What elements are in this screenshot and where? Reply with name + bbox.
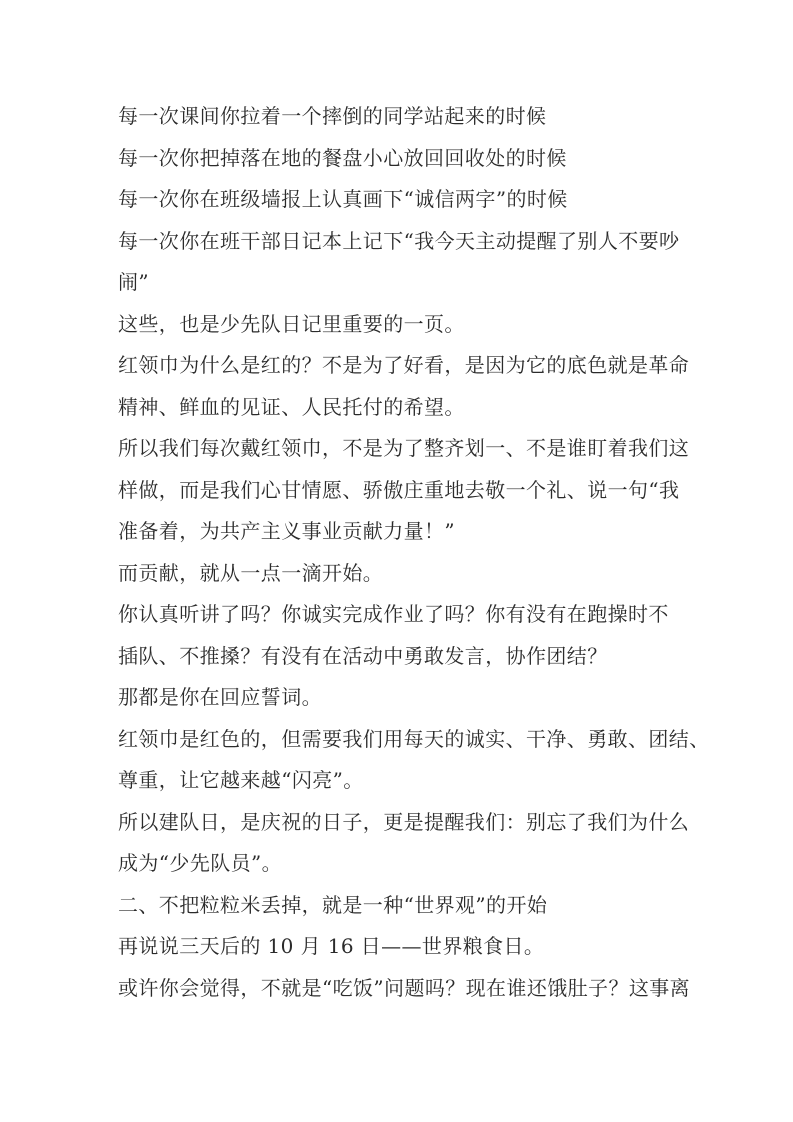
text-line: 所以建队日，是庆祝的日子，更是提醒我们：别忘了我们为什么 <box>118 809 690 834</box>
text-line: 你认真听讲了吗？你诚实完成作业了吗？你有没有在跑操时不 <box>118 602 669 626</box>
document-text-block <box>118 96 710 1009</box>
text-line: 这些，也是少先队日记里重要的一页。 <box>118 311 465 336</box>
text-line: 每一次课间你拉着一个摔倒的同学站起来的时候 <box>118 104 547 128</box>
text-line: 那都是你在回应誓词。 <box>118 685 322 709</box>
text-line: 每一次你把掉落在地的餐盘小心放回回收处的时候 <box>118 145 567 170</box>
text-line: 再说说三天后的 10 月 16 日——世界粮食日。 <box>118 934 545 958</box>
section-heading: 二、不把粒粒米丢掉，就是一种“世界观”的开始 <box>118 892 548 917</box>
text-line: 尊重，让它越来越“闪亮”。 <box>118 768 364 792</box>
text-line: 精神、鲜血的见证、人民托付的希望。 <box>118 394 465 419</box>
text-line: 而贡献，就从一点一滴开始。 <box>118 560 384 585</box>
text-line: 插队、不推搡？有没有在活动中勇敢发言，协作团结？ <box>118 643 608 668</box>
text-line: 准备着，为共产主义事业贡献力量！” <box>118 519 456 543</box>
text-line: 每一次你在班级墙报上认真画下“诚信两字”的时候 <box>118 187 568 211</box>
text-line: 闹” <box>118 270 150 294</box>
text-line: 红领巾是红色的，但需要我们用每天的诚实、干净、勇敢、团结、 <box>118 726 710 751</box>
text-line: 红领巾为什么是红的？不是为了好看，是因为它的底色就是革命 <box>118 353 690 377</box>
text-line: 成为“少先队员”。 <box>118 851 283 875</box>
text-line: 所以我们每次戴红领巾，不是为了整齐划一、不是谁盯着我们这 <box>118 436 690 460</box>
text-line: 或许你会觉得，不就是“吃饭”问题吗？现在谁还饿肚子？这事离 <box>118 975 691 1000</box>
text-line: 样做，而是我们心甘情愿、骄傲庄重地去敬一个礼、说一句“我 <box>118 477 680 502</box>
text-line: 每一次你在班干部日记本上记下“我今天主动提醒了别人不要吵 <box>118 228 680 253</box>
